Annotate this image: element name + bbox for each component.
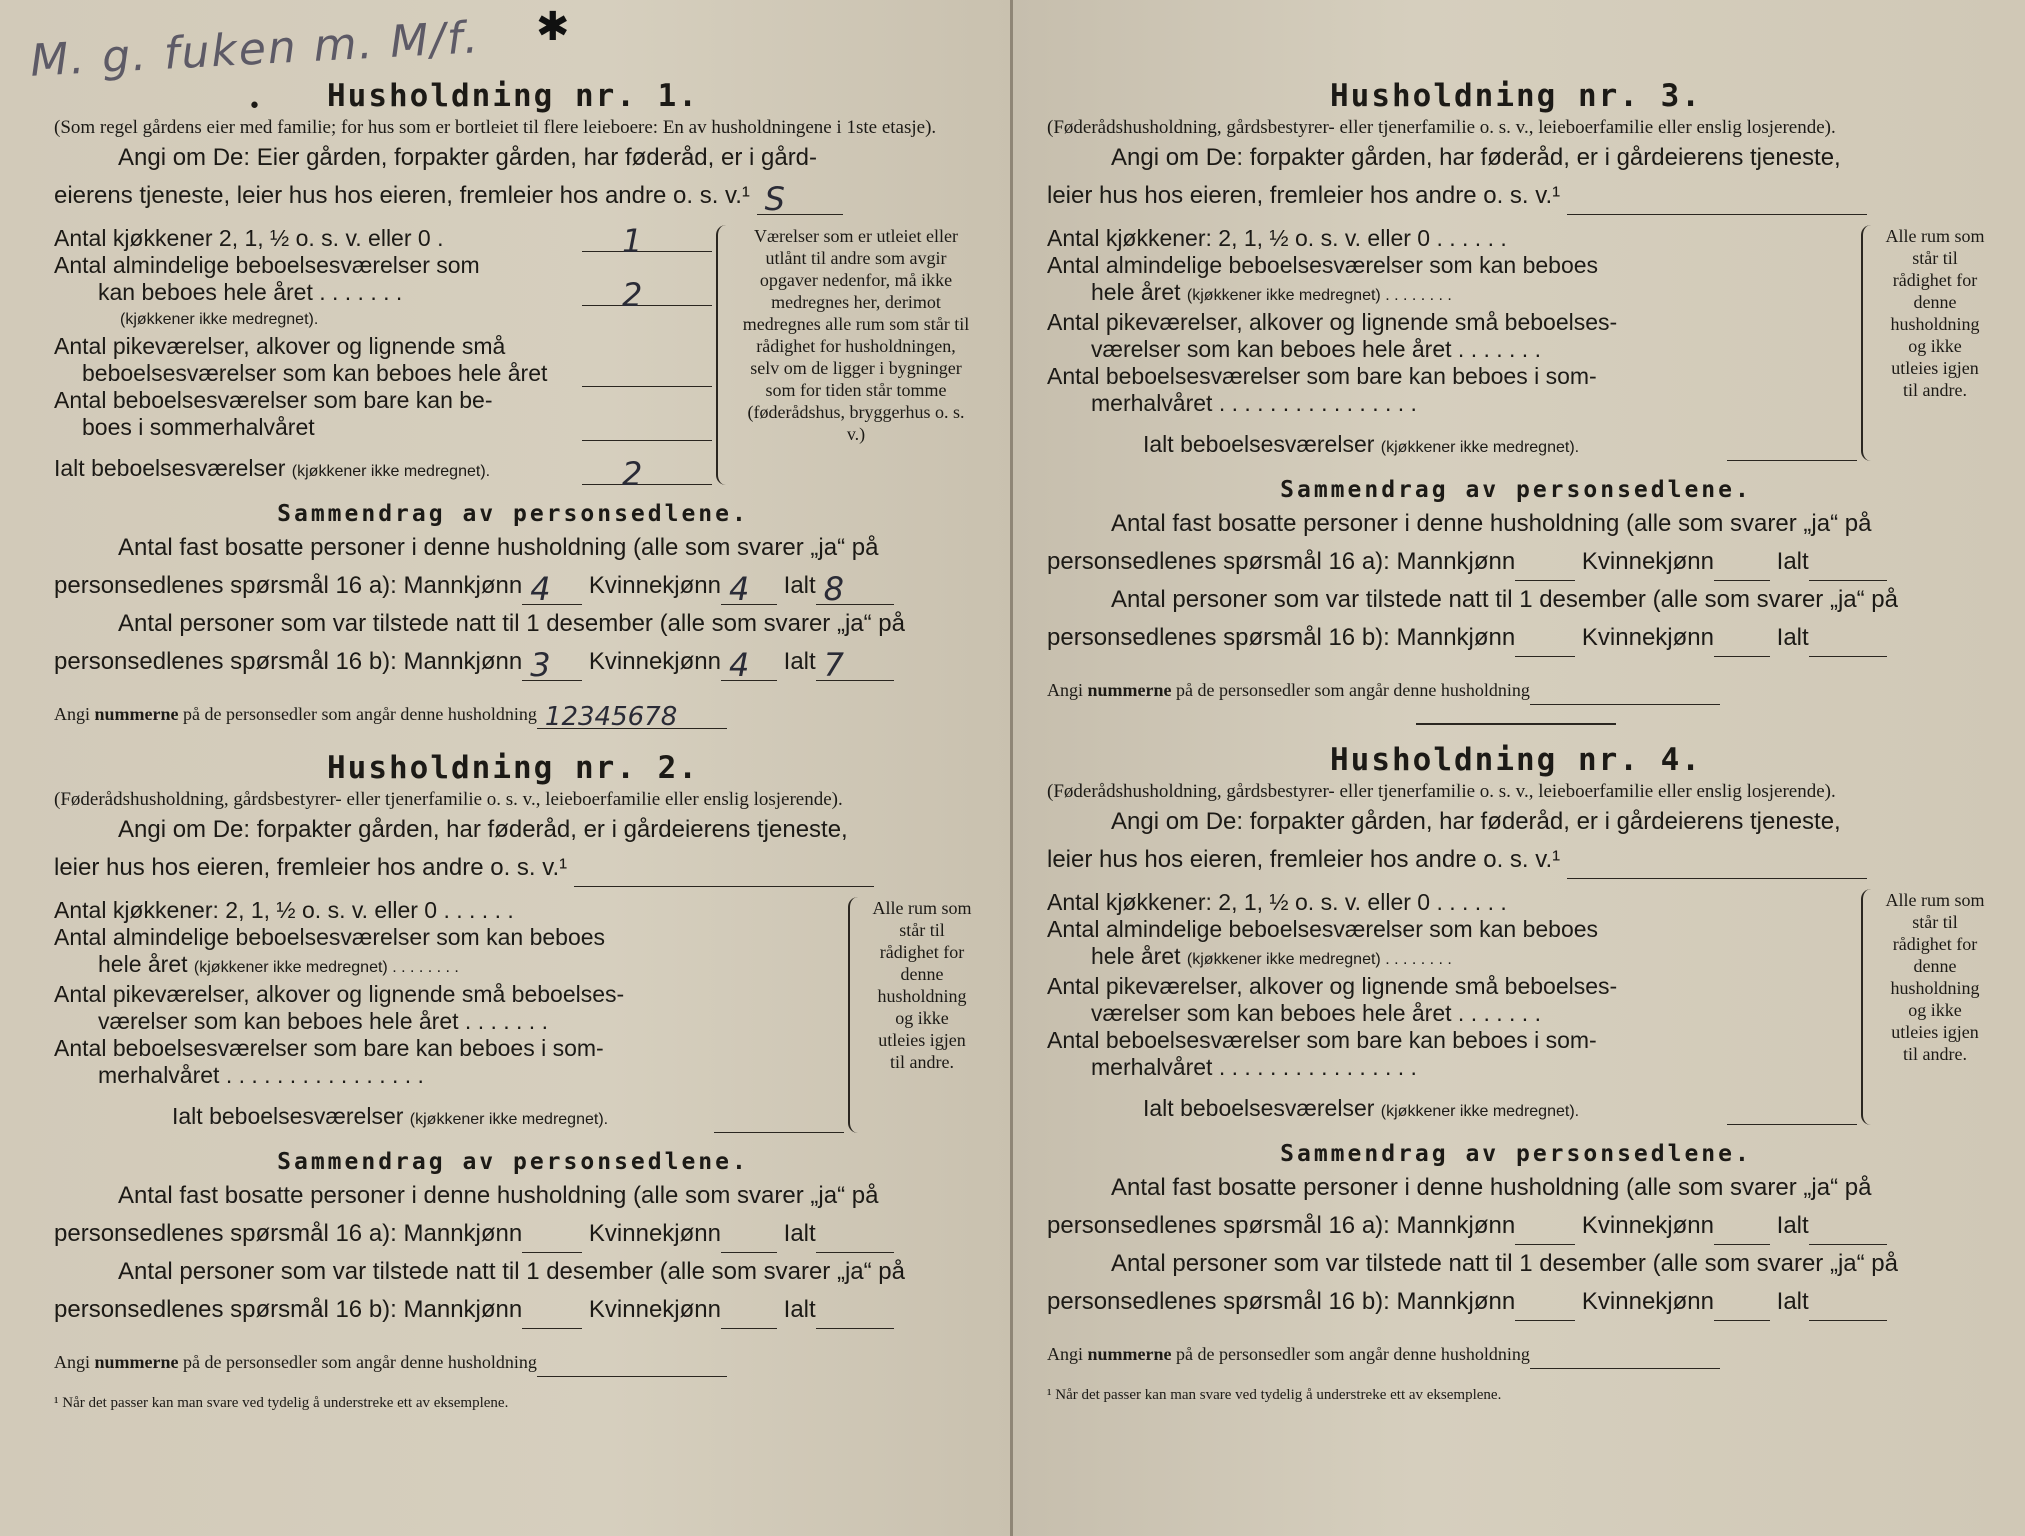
brace [1861, 225, 1881, 461]
h2-16b-male[interactable] [522, 1302, 582, 1329]
left-page [0, 0, 1012, 1536]
h3-16b-female[interactable] [1714, 630, 1770, 657]
h1-kitchens-answer[interactable]: 1 [582, 225, 712, 252]
household-2-rooms: Antal kjøkkener: 2, 1, ½ o. s. v. eller 0 . . . . . . Antal almindelige beboelsesværelser som kan beboes hele året (kjøkkener ikke medregnet) . . . . . . . . Antal pikeværelser, alkover og lignende små beboelses- værelser som kan beboes hele året . . . . . . . Antal beboelsesværelser som bare kan beboes i som- merhalvåret . . . . . . . . . . . . . . . . Ialt beboelsesværelser (kjøkkener ikke medregnet). Alle rum som står til rådighet for denne husholdning og ikke utleies igjen til andre. [54, 897, 972, 1133]
h3-total-rooms-answer[interactable] [1727, 434, 1857, 461]
household-3-side-note: Alle rum som står til rådighet for denne husholdning og ikke utleies igjen til andre. [1885, 226, 1985, 400]
h4-16b-total[interactable] [1809, 1294, 1887, 1321]
household-2-side-note: Alle rum som står til rådighet for denne husholdning og ikke utleies igjen til andre. [872, 898, 972, 1072]
bullet-mark: • [248, 94, 261, 119]
h4-16b-female[interactable] [1714, 1294, 1770, 1321]
h2-angi-answer[interactable] [574, 860, 874, 887]
h2-16b-total[interactable] [816, 1302, 894, 1329]
h1-16b-male[interactable]: 3 [522, 654, 582, 681]
h2-numbers-answer[interactable] [537, 1354, 727, 1377]
household-2-title: Husholdning nr. 2. [327, 750, 699, 786]
household-4: Husholdning nr. 4. (Føderådshusholdning, gårdsbestyrer- eller tjenerfamilie o. s. v., leieboerfamilie eller enslig losjerende). Angi om De: forpakter gården, har føderåd, er i gårdeierens tjeneste, leier hus hos eieren, fremleier hos andre o. s. v.¹ Antal kjøkkener: 2, 1, ½ o. s. v. eller 0 . . . . . . Antal almindelige beboelsesværelser som kan beboes hele året (kjøkkener ikke medregnet) . . . . . . . . Antal pikeværelser, alkover og lignende små beboelses- værelser som kan beboes hele året . . . . . . . Antal beboelsesværelser som bare kan beboes i som- merhalvåret . . . . . . . . . . . . . . . . Ialt beboelsesværelser (kjøkkener ikke medregnet). Alle rum som står til rådighet for denne husholdning og ikke utleies igjen til andre. Sammendrag av personsedlene. Antal fast bosatte personer i denne husholdning (alle som svarer „ja“ på personsedlenes spørsmål 16 a): Mannkjønn Kvinnekjønn Ialt Antal personer som var tilstede natt til 1 desember (alle som svarer „ja“ på personsedlenes spørsmål 16 b): Mannkjønn Kvinnekjønn Ialt Angi nummerne på de personsedler som angår denne husholdning ¹ Når det passer kan man svare ved tydelig å understreke ett av eksemplene. [1047, 739, 1985, 1404]
right-page [1013, 0, 2025, 1536]
h1-16b-line: personsedlenes spørsmål 16 b): Mannkjønn 3 Kvinnekjønn 4 Ialt 7 [54, 643, 972, 681]
footnote: ¹ Når det passer kan man svare ved tydelig å understreke ett av eksemplene. [1047, 1387, 1502, 1403]
separator [1416, 723, 1616, 725]
h1-16a-male[interactable]: 4 [522, 578, 582, 605]
household-4-rooms: Antal kjøkkener: 2, 1, ½ o. s. v. eller 0 . . . . . . Antal almindelige beboelsesværelser som kan beboes hele året (kjøkkener ikke medregnet) . . . . . . . . Antal pikeværelser, alkover og lignende små beboelses- værelser som kan beboes hele året . . . . . . . Antal beboelsesværelser som bare kan beboes i som- merhalvåret . . . . . . . . . . . . . . . . Ialt beboelsesværelser (kjøkkener ikke medregnet). Alle rum som står til rådighet for denne husholdning og ikke utleies igjen til andre. [1047, 889, 1985, 1125]
h3-angi-answer[interactable] [1567, 188, 1867, 215]
brace [848, 897, 868, 1133]
footnote: ¹ Når det passer kan man svare ved tydelig å understreke ett av eksemplene. [54, 1395, 509, 1411]
h1-rooms-answer[interactable]: 2 [582, 279, 712, 306]
h2-total-rooms-answer[interactable] [714, 1106, 844, 1133]
household-1-note: (Som regel gårdens eier med familie; for hus som er bortleiet til flere leieboere: En av husholdningene i 1ste etasje). [54, 117, 937, 138]
h1-16b-total[interactable]: 7 [816, 654, 894, 681]
h1-16a-line: personsedlenes spørsmål 16 a): Mannkjønn 4 Kvinnekjønn 4 Ialt 8 [54, 567, 972, 605]
brace [716, 225, 736, 485]
household-1-angi-line2: eierens tjeneste, leier hus hos eieren, fremleier hos andre o. s. v.¹ S [54, 177, 972, 215]
h4-16a-female[interactable] [1714, 1218, 1770, 1245]
h4-numbers-answer[interactable] [1530, 1346, 1720, 1369]
h1-small-rooms-row: beboelsesværelser som kan beboes hele året [54, 360, 712, 387]
h1-total-rooms-answer[interactable]: 2 [582, 458, 712, 485]
h1-16a-female[interactable]: 4 [721, 578, 777, 605]
h4-16a-total[interactable] [1809, 1218, 1887, 1245]
household-1-angi-line1: Angi om De: Eier gården, forpakter gården, har føderåd, er i gård- [118, 144, 818, 171]
h2-16a-male[interactable] [522, 1226, 582, 1253]
h3-numbers-answer[interactable] [1530, 682, 1720, 705]
h3-16a-male[interactable] [1515, 554, 1575, 581]
household-4-title: Husholdning nr. 4. [1330, 742, 1702, 778]
star-mark: ✱ [536, 4, 570, 50]
h1-total-rooms-row: Ialt beboelsesværelser (kjøkkener ikke medregnet). 2 [54, 455, 712, 485]
household-4-note: (Føderådshusholdning, gårdsbestyrer- eller tjenerfamilie o. s. v., leieboerfamilie eller enslig losjerende). [1047, 781, 1836, 802]
h1-numbers-answer[interactable]: 12345678 [537, 706, 727, 729]
h3-16b-male[interactable] [1515, 630, 1575, 657]
household-3-note: (Føderådshusholdning, gårdsbestyrer- eller tjenerfamilie o. s. v., leieboerfamilie eller enslig losjerende). [1047, 117, 1836, 138]
h1-small-rooms-answer[interactable] [582, 360, 712, 387]
h2-16a-total[interactable] [816, 1226, 894, 1253]
h3-16a-total[interactable] [1809, 554, 1887, 581]
h1-rooms-row: kan beboes hele året . . . . . . . 2 [54, 279, 712, 306]
h1-summer-rooms-row: boes i sommerhalvåret [54, 414, 712, 441]
household-1-angi-answer[interactable]: S [757, 188, 843, 215]
h4-16b-male[interactable] [1515, 1294, 1575, 1321]
h3-16a-female[interactable] [1714, 554, 1770, 581]
household-1-summary-title: Sammendrag av personsedlene. [277, 501, 749, 527]
h1-16a-total[interactable]: 8 [816, 578, 894, 605]
h1-numbers-line: Angi nummerne på de personsedler som angår denne husholdning 12345678 [54, 699, 972, 729]
h1-summer-rooms-answer[interactable] [582, 414, 712, 441]
household-3-title: Husholdning nr. 3. [1330, 78, 1702, 114]
household-1-side-note: Værelser som er utleiet eller utlånt til andre som avgir opgaver nedenfor, må ikke medregnes her, derimot medregnes alle rum som står til rådighet for husholdningen, selv om de ligger i bygninger som for tiden står tomme (føderådshus, bryggerhus o. s. v.) [742, 226, 970, 444]
household-1: Husholdning nr. 1. (Som regel gårdens eier med familie; for hus som er bortleiet til flere leieboere: En av husholdningene i 1ste etasje). Angi om De: Eier gården, forpakter gården, har føderåd, er i gård- eierens tjeneste, leier hus hos eieren, fremleier hos andre o. s. v.¹ S Antal kjøkkener 2, 1, ½ o. s. v. eller 0 . 1 Antal almindelige beboelsesværelser som kan beboes hele året . . . . . . . 2 (kjøkkener ikke medregnet). Antal pikeværelser, alkover og lignende små beboelsesværelser som kan beboes hele året Antal beboelsesværelser som bare kan be- boes i sommerhalvåret Ialt beboelsesværelser (kjøkkener ikke medregnet). 2 Værelser som er utleiet eller utlånt til andre som avgir opgaver nedenfor, må ikke medregnes her, derimot medregnes alle rum som står til rådighet for husholdningen, selv om de ligger i bygninger som for tiden står tomme (føderådshus, bryggerhus o. s. v.) Sammendrag av personsedlene. Antal fast bosatte personer i denne husholdning (alle som svarer „ja“ på personsedlenes spørsmål 16 a): Mannkjønn 4 Kvinnekjønn 4 Ialt 8 Antal personer som var tilstede natt til 1 desember (alle som svarer „ja“ på personsedlenes spørsmål 16 b): Mannkjønn 3 Kvinnekjønn 4 Ialt 7 Angi nummerne på de personsedler som angår denne husholdning 12345678 [54, 75, 972, 729]
margin-note: M. g. fuken m. M/f. [28, 12, 481, 87]
h2-16a-female[interactable] [721, 1226, 777, 1253]
brace [1861, 889, 1881, 1125]
household-2-note: (Føderådshusholdning, gårdsbestyrer- eller tjenerfamilie o. s. v., leieboerfamilie eller enslig losjerende). [54, 789, 843, 810]
household-3: Husholdning nr. 3. (Føderådshusholdning, gårdsbestyrer- eller tjenerfamilie o. s. v., leieboerfamilie eller enslig losjerende). Angi om De: forpakter gården, har føderåd, er i gårdeierens tjeneste, leier hus hos eieren, fremleier hos andre o. s. v.¹ Antal kjøkkener: 2, 1, ½ o. s. v. eller 0 . . . . . . Antal almindelige beboelsesværelser som kan beboes hele året (kjøkkener ikke medregnet) . . . . . . . . Antal pikeværelser, alkover og lignende små beboelses- værelser som kan beboes hele året . . . . . . . Antal beboelsesværelser som bare kan beboes i som- merhalvåret . . . . . . . . . . . . . . . . Ialt beboelsesværelser (kjøkkener ikke medregnet). Alle rum som står til rådighet for denne husholdning og ikke utleies igjen til andre. Sammendrag av personsedlene. Antal fast bosatte personer i denne husholdning (alle som svarer „ja“ på personsedlenes spørsmål 16 a): Mannkjønn Kvinnekjønn Ialt Antal personer som var tilstede natt til 1 desember (alle som svarer „ja“ på personsedlenes spørsmål 16 b): Mannkjønn Kvinnekjønn Ialt Angi nummerne på de personsedler som angår denne husholdning [1047, 75, 1985, 705]
h4-angi-answer[interactable] [1567, 852, 1867, 879]
h2-16b-female[interactable] [721, 1302, 777, 1329]
h1-kitchens-row: Antal kjøkkener 2, 1, ½ o. s. v. eller 0 . 1 [54, 225, 712, 252]
household-3-rooms: Antal kjøkkener: 2, 1, ½ o. s. v. eller 0 . . . . . . Antal almindelige beboelsesværelser som kan beboes hele året (kjøkkener ikke medregnet) . . . . . . . . Antal pikeværelser, alkover og lignende små beboelses- værelser som kan beboes hele året . . . . . . . Antal beboelsesværelser som bare kan beboes i som- merhalvåret . . . . . . . . . . . . . . . . Ialt beboelsesværelser (kjøkkener ikke medregnet). Alle rum som står til rådighet for denne husholdning og ikke utleies igjen til andre. [1047, 225, 1985, 461]
household-1-rooms: Antal kjøkkener 2, 1, ½ o. s. v. eller 0 . 1 Antal almindelige beboelsesværelser som kan beboes hele året . . . . . . . 2 (kjøkkener ikke medregnet). Antal pikeværelser, alkover og lignende små beboelsesværelser som kan beboes hele året Antal beboelsesværelser som bare kan be- boes i sommerhalvåret Ialt beboelsesværelser (kjøkkener ikke medregnet). 2 Værelser som er utleiet eller utlånt til andre som avgir opgaver nedenfor, må ikke medregnes her, derimot medregnes alle rum som står til rådighet for husholdningen, selv om de ligger i bygninger som for tiden står tomme (føderådshus, bryggerhus o. s. v.) [54, 225, 972, 485]
household-1-title: Husholdning nr. 1. [327, 78, 699, 114]
household-4-side-note: Alle rum som står til rådighet for denne husholdning og ikke utleies igjen til andre. [1885, 890, 1985, 1064]
household-2: Husholdning nr. 2. (Føderådshusholdning, gårdsbestyrer- eller tjenerfamilie o. s. v., leieboerfamilie eller enslig losjerende). Angi om De: forpakter gården, har føderåd, er i gårdeierens tjeneste, leier hus hos eieren, fremleier hos andre o. s. v.¹ Antal kjøkkener: 2, 1, ½ o. s. v. eller 0 . . . . . . Antal almindelige beboelsesværelser som kan beboes hele året (kjøkkener ikke medregnet) . . . . . . . . Antal pikeværelser, alkover og lignende små beboelses- værelser som kan beboes hele året . . . . . . . Antal beboelsesværelser som bare kan beboes i som- merhalvåret . . . . . . . . . . . . . . . . Ialt beboelsesværelser (kjøkkener ikke medregnet). Alle rum som står til rådighet for denne husholdning og ikke utleies igjen til andre. Sammendrag av personsedlene. Antal fast bosatte personer i denne husholdning (alle som svarer „ja“ på personsedlenes spørsmål 16 a): Mannkjønn Kvinnekjønn Ialt Antal personer som var tilstede natt til 1 desember (alle som svarer „ja“ på personsedlenes spørsmål 16 b): Mannkjønn Kvinnekjønn Ialt Angi nummerne på de personsedler som angår denne husholdning ¹ Når det passer kan man svare ved tydelig å understreke ett av eksemplene. [54, 747, 972, 1412]
h3-16b-total[interactable] [1809, 630, 1887, 657]
h4-16a-male[interactable] [1515, 1218, 1575, 1245]
h1-16b-female[interactable]: 4 [721, 654, 777, 681]
h4-total-rooms-answer[interactable] [1727, 1098, 1857, 1125]
